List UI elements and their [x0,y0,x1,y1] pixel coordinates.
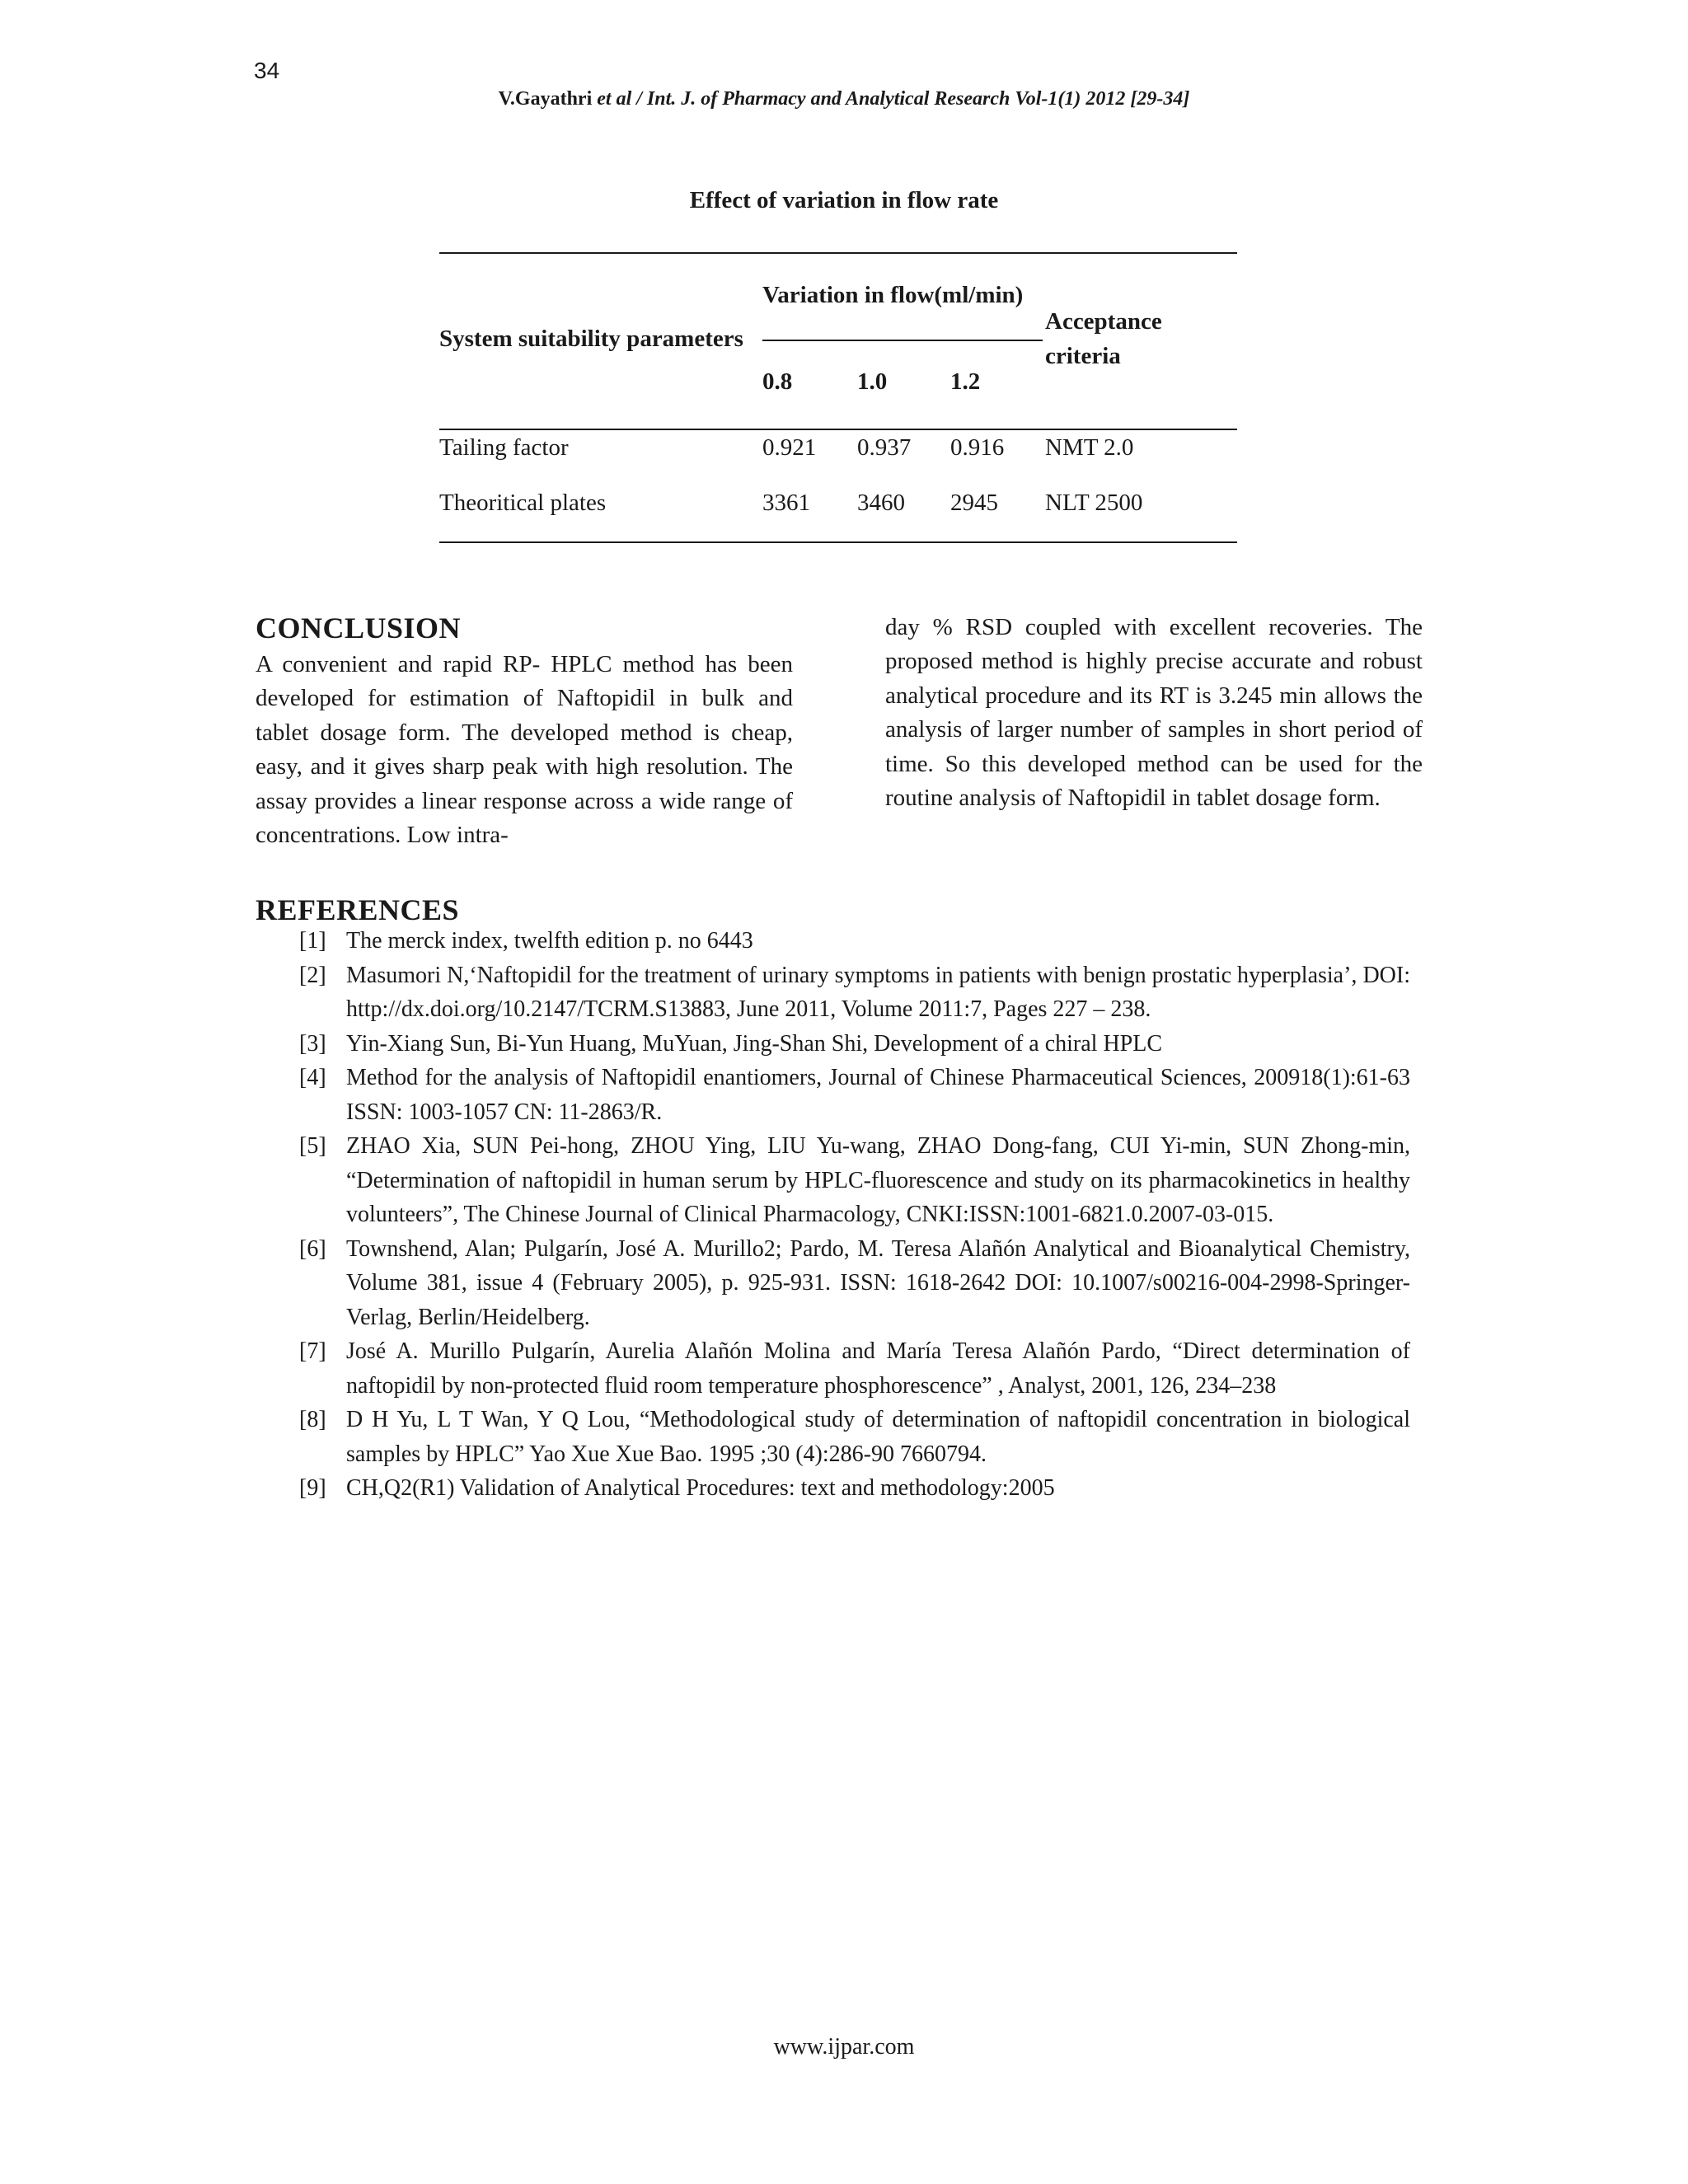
running-header-citation: et al / Int. J. of Pharmacy and Analytical Research Vol-1(1) 2012 [29-34] [597,88,1190,110]
reference-number: [5] [299,1133,326,1159]
reference-item [299,958,1410,1027]
table-bottom-rule [439,541,1237,543]
table-caption: Effect of variation in flow rate [689,187,999,213]
table-cell-value: 2945 [950,490,998,516]
table-cell-value: 3361 [762,490,810,516]
reference-text: ZHAO Xia, SUN Pei-hong, ZHOU Ying, LIU Yu-wang, ZHAO Dong-fang, CUI Yi-min, SUN Zhong-min, “Determination of naftopidil in human serum by HPLC-fluorescence and study on its pharmacokinetics in healthy volunteers”, The Chinese Journal of Clinical Pharmacology, CNKI:ISSN:1001-6821.0.2007-03-015. [346,1133,1410,1227]
reference-item [299,1334,1410,1403]
reference-number: [7] [299,1338,326,1364]
conclusion-heading: CONCLUSION [256,612,462,644]
reference-number: [4] [299,1065,326,1090]
reference-item [299,1061,1410,1129]
reference-text: D H Yu, L T Wan, Y Q Lou, “Methodological study of determination of naftopidil concentration in biological samples by HPLC” Yao Xue Xue Bao. 1995 ;30 (4):286-90 7660794. [346,1407,1410,1467]
table-cell-parameter: Theoritical plates [439,490,607,516]
table-header-rule [439,429,1237,430]
reference-number: [9] [299,1475,326,1501]
reference-item [299,1403,1410,1471]
table-cell-criteria: NMT 2.0 [1045,434,1134,461]
table-top-rule [439,252,1237,254]
reference-text: The merck index, twelfth edition p. no 6443 [346,928,753,954]
running-header [0,88,1688,110]
col-header-variation: Variation in flow(ml/min) [762,282,1024,308]
table-cell-value: 0.916 [950,434,1005,461]
col-header-parameters: System suitability parameters [439,326,743,352]
reference-text: Townshend, Alan; Pulgarín, José A. Murillo2; Pardo, M. Teresa Alañón Analytical and Bioanalytical Chemistry, Volume 381, issue 4 (February 2005), p. 925-931. ISSN: 1618-2642 DOI: 10.1007/s00216-004-2998-Springer-Verlag, Berlin/Heidelberg. [346,1235,1410,1330]
table-cell-value: 3460 [857,490,905,516]
reference-number: [1] [299,928,326,954]
reference-text: Method for the analysis of Naftopidil enantiomers, Journal of Chinese Pharmaceutical Sciences, 200918(1):61-63 ISSN: 1003-1057 CN: 11-2863/R. [346,1065,1410,1125]
table-cell-criteria: NLT 2500 [1045,490,1143,516]
col-header-flow-1-0: 1.0 [857,368,888,395]
reference-text: CH,Q2(R1) Validation of Analytical Procedures: text and methodology:2005 [346,1475,1055,1501]
reference-item [299,1027,1410,1062]
reference-text: Masumori N,‘Naftopidil for the treatment of urinary symptoms in patients with benign prostatic hyperplasia’, DOI: http://dx.doi.org/10.2147/TCRM.S13883, June 2011, Volume 2011:7, Pages 227 – 238. [346,962,1410,1022]
conclusion-left-column: A convenient and rapid RP- HPLC method has been developed for estimation of Naftopidil in bulk and tablet dosage form. The developed method is cheap, easy, and it gives sharp peak with high resolution. The assay provides a linear response across a wide range of concentrations. Low intra- [256,651,793,849]
references-list [299,924,1410,1506]
running-header-author: V.Gayathri [498,88,598,110]
reference-item [299,1471,1410,1506]
col-header-flow-1-2: 1.2 [950,368,981,395]
reference-item [299,1232,1410,1335]
reference-text: José A. Murillo Pulgarín, Aurelia Alañón Molina and María Teresa Alañón Pardo, “Direct determination of naftopidil by non-protected fluid room temperature phosphorescence” , Analyst, 2001, 126, 234–238 [346,1338,1410,1399]
conclusion-right-column: day % RSD coupled with excellent recoveries. The proposed method is highly precise accurate and robust analytical procedure and its RT is 3.245 min allows the analysis of larger number of samples in short period of time. So this developed method can be used for the routine analysis of Naftopidil in tablet dosage form. [885,614,1423,812]
col-header-acceptance-line2: criteria [1045,343,1121,369]
reference-item [299,1129,1410,1232]
table-cell-value: 0.937 [857,434,912,461]
page-number: 34 [254,58,280,83]
table-cell-value: 0.921 [762,434,817,461]
references-heading: REFERENCES [256,893,460,926]
table-cell-parameter: Tailing factor [439,434,569,461]
footer-url: www.ijpar.com [773,2034,915,2060]
reference-item [299,924,1410,958]
col-header-acceptance-line1: Acceptance [1045,308,1162,335]
col-header-flow-0-8: 0.8 [762,368,793,395]
reference-number: [3] [299,1030,326,1057]
reference-text: Yin-Xiang Sun, Bi-Yun Huang, MuYuan, Jing-Shan Shi, Development of a chiral HPLC [346,1030,1163,1057]
reference-number: [2] [299,962,326,988]
reference-number: [6] [299,1235,326,1262]
variation-span-rule [762,340,1043,341]
reference-number: [8] [299,1407,326,1432]
